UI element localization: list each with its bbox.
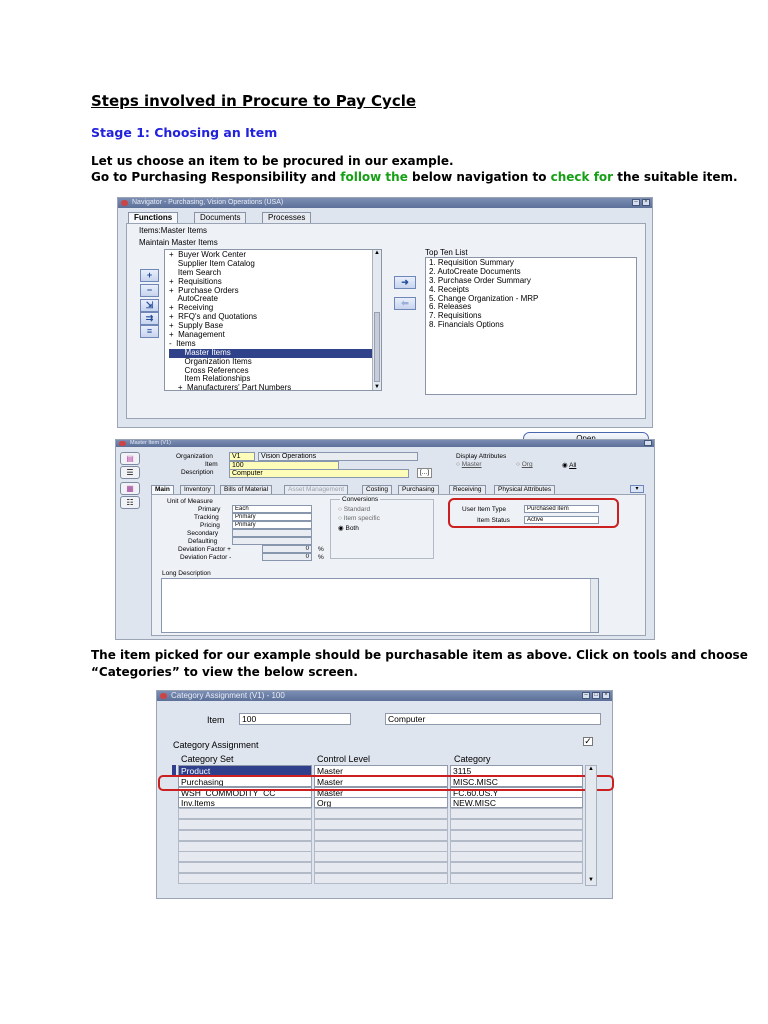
app-icon [121,200,128,206]
add-to-top-ten-icon[interactable]: ➜ [394,276,416,289]
deviation-minus-percent: % [318,554,324,561]
app-icon [119,441,126,446]
function-list-item[interactable]: + Supply Base [169,321,224,331]
empty-cell[interactable] [178,819,312,830]
top-ten-label: Top Ten List [425,248,468,257]
defaulting-label: Defaulting [188,538,218,545]
tab-bills-of-material[interactable]: Bills of Material [220,485,272,494]
empty-cell[interactable] [178,851,312,862]
tab-purchasing[interactable]: Purchasing [398,485,439,494]
empty-cell[interactable] [178,862,312,873]
navigator-window [117,197,653,428]
display-org-radio[interactable]: ○ Org [516,461,533,468]
conversion-standard-radio[interactable]: ○ Standard [338,506,371,513]
category-cell[interactable]: Org [314,797,448,808]
minimize-icon[interactable]: – [582,692,590,699]
display-master-radio[interactable]: ○ Master [456,461,482,468]
scroll-down-icon[interactable]: ▼ [588,877,594,883]
app-icon [160,693,167,699]
empty-cell[interactable] [314,830,448,841]
category-cell[interactable]: Master [314,765,448,776]
function-list-item[interactable]: + Buyer Work Center [169,250,246,259]
category-cell[interactable]: 3115 [450,765,583,776]
tab-asset-management[interactable]: Asset Management [284,485,348,494]
top-ten-item[interactable]: 8. Financials Options [429,320,504,330]
function-list-item[interactable]: + Manufacturers' Part Numbers [169,383,292,391]
tab-functions[interactable]: Functions [128,212,178,223]
close-icon[interactable]: × [642,199,650,206]
function-list-item[interactable]: Organization Items [169,356,252,366]
highlight-box [448,498,619,528]
empty-cell[interactable] [314,862,448,873]
tab-main[interactable]: Main [151,485,174,494]
navigator-titlebar: Navigator - Purchasing, Vision Operations (USA) – × [118,198,652,208]
description-lov-icon[interactable]: [...] [417,468,432,478]
function-list-item[interactable]: - Items [169,338,196,348]
item-description-field: Computer [385,713,601,725]
highlight-box [158,775,614,791]
top-ten-item[interactable]: 7. Requisitions [429,311,482,321]
display-all-radio[interactable]: ◉ All [562,462,577,469]
category-titlebar: Category Assignment (V1) - 100 – □ × [157,691,612,701]
remove-from-top-ten-icon[interactable]: ⬅ [394,297,416,310]
tab-physical-attributes[interactable]: Physical Attributes [494,485,555,494]
empty-cell[interactable] [178,841,312,852]
maximize-icon[interactable]: □ [592,692,600,699]
empty-cell[interactable] [178,830,312,841]
master-item-titlebar: Master Item (V1) [116,440,654,447]
item-explanation-paragraph: The item picked for our example should be purchasable item as above. Click on tools and choose [91,648,748,662]
empty-cell[interactable] [314,841,448,852]
section-label: Category Assignment [173,740,259,750]
item-field: 100 [239,713,351,725]
function-list-item[interactable]: Supplier Item Catalog [169,258,255,268]
deviation-minus-field[interactable]: 0 [262,553,312,561]
secondary-uom-field[interactable] [232,529,312,537]
conversion-both-radio[interactable]: ◉ Both [338,525,359,532]
category-cell[interactable]: WSH_COMMODITY_CC [178,787,312,798]
scroll-down-icon[interactable]: ▼ [374,384,380,390]
scroll-up-icon[interactable]: ▲ [374,250,380,256]
item-status-label: Item Status [477,517,510,524]
pricing-label: Pricing [200,522,220,529]
description-label: Description [181,469,214,476]
organization-code-field[interactable]: V1 [229,452,255,461]
category-cell[interactable]: Master [314,776,448,787]
header-category-set: Category Set [181,754,234,764]
minimize-icon[interactable]: – [632,199,640,206]
function-list-item[interactable]: Master Items [169,349,381,358]
header-control-level: Control Level [317,754,371,764]
collapse-all-icon[interactable]: ≡ [140,325,159,338]
scroll-up-icon[interactable]: ▲ [588,766,594,772]
function-list-item[interactable]: Item Search [169,267,222,277]
empty-cell[interactable] [314,873,448,884]
close-icon[interactable] [644,440,652,446]
function-list-item[interactable]: + Management [169,330,225,340]
secondary-label: Secondary [187,530,219,537]
top-ten-item[interactable]: 2. AutoCreate Documents [429,266,521,276]
attachment-icon[interactable]: ☰ [120,466,140,479]
deviation-plus-label: Deviation Factor + [178,546,231,553]
expand-icon[interactable]: + [140,269,159,282]
long-description-label: Long Description [162,570,211,577]
item-label: Item [207,715,225,725]
intro-paragraph: Let us choose an item to be procured in our example. [91,154,454,168]
empty-cell[interactable] [450,830,583,841]
category-cell[interactable]: Purchasing [178,776,312,787]
primary-label: Primary [198,506,221,513]
function-list-item[interactable]: + Receiving [169,303,214,313]
deviation-minus-label: Deviation Factor - [180,554,232,561]
tracking-select[interactable]: Primary [232,513,312,521]
section-checkbox[interactable]: ✓ [584,736,592,746]
category-cell[interactable]: Inv.Items [178,797,312,808]
item-label: Item [205,461,218,468]
collapse-icon[interactable]: − [140,284,159,297]
item-field[interactable]: 100 [229,461,339,470]
top-ten-list [425,257,637,395]
empty-cell[interactable] [450,851,583,862]
empty-cell[interactable] [450,841,583,852]
category-assignment-window [156,690,613,899]
stage-heading: Stage 1: Choosing an Item [91,125,278,140]
function-list-item[interactable]: + RFQ's and Quotations [169,312,258,322]
expand-all-icon[interactable]: ⇉ [140,312,159,325]
section-heading: Maintain Master Items [139,238,218,247]
tab-processes[interactable]: Processes [262,212,311,223]
user-item-type-field[interactable]: Purchased item [524,505,599,513]
function-list-item[interactable]: Cross References [169,365,249,375]
list-icon[interactable]: ☷ [120,496,140,509]
primary-uom-field[interactable]: Each [232,505,312,513]
conversions-label: Conversions [342,496,379,503]
category-cell[interactable]: Product [178,765,312,776]
top-ten-item[interactable]: 6. Releases [429,302,472,312]
empty-cell[interactable] [178,873,312,884]
description-field[interactable]: Computer [229,469,409,478]
conversion-item-specific-radio[interactable]: ○ Item specific [338,515,380,522]
display-attributes-label: Display Attributes [456,453,507,460]
function-list-scrollbar[interactable] [372,250,381,391]
empty-cell[interactable] [450,808,583,819]
deviation-plus-percent: % [318,546,324,553]
top-ten-item[interactable]: 1. Requisition Summary [429,258,514,267]
instruction-paragraph: Go to Purchasing Responsibility and follow the below navigation to check for the suitable item. [91,170,738,184]
user-item-type-label: User Item Type [462,506,506,513]
page-title: Steps involved in Procure to Pay Cycle [91,92,417,110]
function-list [164,249,382,391]
function-list-item[interactable]: AutoCreate [169,294,218,304]
category-cell[interactable]: NEW.MISC [450,797,583,808]
header-category: Category [454,754,491,764]
organization-label: Organization [176,453,213,460]
organization-name-field: Vision Operations [258,452,418,461]
more-tabs-icon[interactable]: ▾ [630,485,644,493]
folder-icon[interactable]: ▤ [120,452,140,465]
tab-costing[interactable]: Costing [362,485,392,494]
empty-cell[interactable] [450,819,583,830]
function-list-item[interactable]: Item Relationships [169,374,251,384]
long-description-scrollbar[interactable] [590,579,598,632]
close-icon[interactable]: × [602,692,610,699]
defaulting-select[interactable] [232,537,312,545]
category-cell[interactable]: Master [314,787,448,798]
category-cell[interactable]: FC.60.US.Y [450,787,583,798]
navigation-path: Items:Master Items [139,226,208,235]
top-ten-item[interactable]: 4. Receipts [429,284,470,294]
category-scrollbar[interactable] [585,765,597,886]
tools-icon[interactable]: ▦ [120,482,140,495]
tab-inventory[interactable]: Inventory [180,485,215,494]
pricing-select[interactable]: Primary [232,521,312,529]
item-status-field[interactable]: Active [524,516,599,524]
top-ten-item[interactable]: 5. Change Organization - MRP [429,293,539,303]
deviation-plus-field[interactable]: 0 [262,545,312,553]
empty-cell[interactable] [450,873,583,884]
tab-receiving[interactable]: Receiving [449,485,486,494]
function-list-item[interactable]: + Requisitions [169,276,222,286]
empty-cell[interactable] [314,851,448,862]
tab-documents[interactable]: Documents [194,212,246,223]
uom-label: Unit of Measure [167,498,213,505]
function-list-item[interactable]: + Purchase Orders [169,285,239,295]
categories-instruction: “Categories” to view the below screen. [91,665,358,679]
empty-cell[interactable] [314,808,448,819]
functions-panel [126,223,646,419]
category-cell[interactable]: MISC.MISC [450,776,583,787]
empty-cell[interactable] [314,819,448,830]
expand-branch-icon[interactable]: ⇲ [140,299,159,312]
main-tab-panel [151,494,646,636]
empty-cell[interactable] [178,808,312,819]
master-item-window [115,439,655,640]
empty-cell[interactable] [450,862,583,873]
long-description-textarea[interactable] [161,578,599,633]
top-ten-item[interactable]: 3. Purchase Order Summary [429,275,531,285]
tracking-label: Tracking [194,514,219,521]
scroll-thumb[interactable] [374,312,380,382]
